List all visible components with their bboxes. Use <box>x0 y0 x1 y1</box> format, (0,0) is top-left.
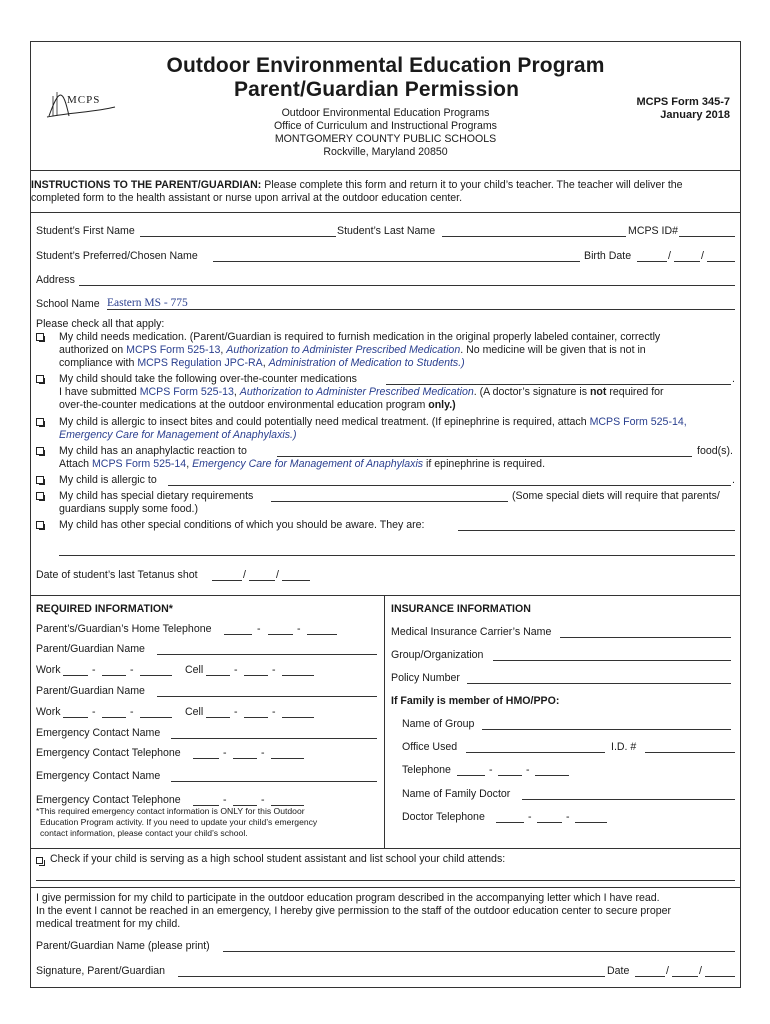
divider <box>31 170 740 171</box>
mcps-id-label: MCPS ID# <box>628 225 679 237</box>
header-sub3: MONTGOMERY COUNTY PUBLIC SCHOOLS <box>274 133 497 145</box>
form-number: MCPS Form 345-7 <box>636 96 730 108</box>
anaphylactic-checkbox[interactable] <box>36 447 44 455</box>
instructions-label: INSTRUCTIONS TO THE PARENT/GUARDIAN: <box>31 179 262 191</box>
work-tel-1-b[interactable] <box>102 675 126 676</box>
birth-month-field[interactable] <box>637 261 667 262</box>
other-conditions-label: My child has other special conditions of which you should be aware. They are: <box>59 519 425 531</box>
divider <box>31 595 740 596</box>
telephone-label: Telephone <box>402 764 451 776</box>
dietary-label: My child has special dietary requirements <box>59 490 254 502</box>
birth-day-field[interactable] <box>674 261 700 262</box>
tetanus-month-field[interactable] <box>212 580 242 581</box>
home-tel-number[interactable] <box>307 634 337 635</box>
insurance-heading: INSURANCE INFORMATION <box>391 603 531 615</box>
work-tel-2-b[interactable] <box>102 717 126 718</box>
ins-tel-a[interactable] <box>457 775 485 776</box>
birth-year-field[interactable] <box>707 261 735 262</box>
doc-tel-a[interactable] <box>496 822 524 823</box>
ec-name-field-1[interactable] <box>171 738 377 739</box>
ec-tel-label-2: Emergency Contact Telephone <box>36 794 181 806</box>
allergic-label: My child is allergic to <box>59 474 157 486</box>
id-label: I.D. # <box>611 741 637 753</box>
doc-tel-b[interactable] <box>537 822 562 823</box>
signature-label: Signature, Parent/Guardian <box>36 965 165 977</box>
tetanus-year-field[interactable] <box>282 580 310 581</box>
cell-tel-1-c[interactable] <box>282 675 314 676</box>
allergic-checkbox[interactable] <box>36 476 44 484</box>
preferred-name-label: Student’s Preferred/Chosen Name <box>36 250 198 262</box>
print-name-field[interactable] <box>223 951 735 952</box>
birth-date-label: Birth Date <box>584 250 632 262</box>
group-label: Group/Organization <box>391 649 484 661</box>
tetanus-label: Date of student’s last Tetanus shot <box>36 569 198 581</box>
school-name-label: School Name <box>36 298 100 310</box>
id-field[interactable] <box>645 752 735 753</box>
logo-text: MCPS <box>67 94 101 106</box>
sig-date-year[interactable] <box>705 976 735 977</box>
last-name-field[interactable] <box>442 236 626 237</box>
work-tel-1-a[interactable] <box>63 675 88 676</box>
hmo-heading: If Family is member of HMO/PPO: <box>391 695 560 707</box>
assistant-label: Check if your child is serving as a high school student assistant and list school your child attends: <box>50 853 506 865</box>
otc-line2: I have submitted MCPS Form 525-13, Authorization to Administer Prescribed Medication. (A doctor’s signature is not required for <box>59 386 664 398</box>
policy-field[interactable] <box>467 683 731 684</box>
divider <box>31 887 740 888</box>
medication-line2: authorized on MCPS Form 525-13, Authorization to Administer Prescribed Medication. No medicine will be given that is not in <box>59 344 646 356</box>
otc-line1: My child should take the following over-the-counter medications <box>59 373 357 385</box>
home-tel-prefix[interactable] <box>268 634 293 635</box>
dietary-line2: guardians supply some food.) <box>59 503 198 515</box>
ins-tel-b[interactable] <box>498 775 522 776</box>
ec-name-field-2[interactable] <box>171 781 377 782</box>
doctor-tel-label: Doctor Telephone <box>402 811 485 823</box>
date-label: Date <box>607 965 630 977</box>
group-name-label: Name of Group <box>402 718 475 730</box>
required-heading: REQUIRED INFORMATION* <box>36 603 173 615</box>
pg-name-label-2: Parent/Guardian Name <box>36 685 145 697</box>
last-name-label: Student’s Last Name <box>337 225 436 237</box>
assistant-field[interactable] <box>36 880 735 881</box>
dietary-field[interactable] <box>271 501 508 502</box>
cell-tel-2-b[interactable] <box>244 717 268 718</box>
address-field[interactable] <box>79 285 735 286</box>
pg-name-field-1[interactable] <box>157 654 377 655</box>
cell-tel-2-c[interactable] <box>282 717 314 718</box>
ec-tel-1-b[interactable] <box>233 758 257 759</box>
header-sub4: Rockville, Maryland 20850 <box>323 146 448 158</box>
other-conditions-field-2[interactable] <box>59 555 735 556</box>
carrier-field[interactable] <box>560 637 731 638</box>
insect-allergy-line2: Emergency Care for Management of Anaphylaxis.) <box>59 429 297 441</box>
header-sub2: Office of Curriculum and Instructional Programs <box>274 120 497 132</box>
dietary-checkbox[interactable] <box>36 492 44 500</box>
form-title-line2: Parent/Guardian Permission <box>233 78 520 101</box>
permission-text: I give permission for my child to participate in the outdoor education program described in the accompanying letter which I have read. In the event I cannot be reached in an emergency, I hereby give permission to the staff of the outdoor education center to secure proper medical treatment for my child. <box>36 892 672 930</box>
sig-date-day[interactable] <box>672 976 698 977</box>
ec-name-label-2: Emergency Contact Name <box>36 770 161 782</box>
group-name-field[interactable] <box>482 729 731 730</box>
anaphylactic-suffix: food(s). <box>697 445 733 457</box>
school-name-value[interactable]: Eastern MS - 775 <box>107 297 188 309</box>
divider <box>31 848 740 849</box>
doctor-label: Name of Family Doctor <box>402 788 511 800</box>
otc-line3: over-the-counter medications at the outdoor environmental education program only.) <box>59 399 456 411</box>
carrier-label: Medical Insurance Carrier’s Name <box>391 626 552 638</box>
pg-name-label-1: Parent/Guardian Name <box>36 643 145 655</box>
ec-name-label-1: Emergency Contact Name <box>36 727 161 739</box>
anaphylactic-line2: Attach MCPS Form 525-14, Emergency Care for Management of Anaphylaxis if epinephrine is required. <box>59 458 546 470</box>
form-date: January 2018 <box>660 109 730 121</box>
other-conditions-checkbox[interactable] <box>36 521 44 529</box>
anaphylactic-field[interactable] <box>277 456 692 457</box>
first-name-field[interactable] <box>140 236 336 237</box>
signature-field[interactable] <box>178 976 605 977</box>
mcps-id-field[interactable] <box>679 236 735 237</box>
office-field[interactable] <box>466 752 605 753</box>
medication-checkbox[interactable] <box>36 333 44 341</box>
emergency-note: *This required emergency contact information is ONLY for this Outdoor Education Program activity. If you need to update your child’s emergency contact information, please contact your child’s school. <box>36 806 318 838</box>
column-divider <box>384 595 385 848</box>
anaphylactic-line1: My child has an anaphylactic reaction to <box>59 445 247 457</box>
policy-label: Policy Number <box>391 672 460 684</box>
doc-tel-c[interactable] <box>575 822 607 823</box>
form-frame: MCPS Outdoor Environmental Education Program Parent/Guardian Permission Outdoor Environmental Education Programs Office of Curriculum and Instructional Programs MONTGOMERY COUNTY PUBLIC SCHOOLS Rockville, Maryland 20850 MCPS Form 345-7 January 2018 INSTRUCTIONS TO THE PARENT/GUARDIAN: Please complete this form and return it to your child’s teacher. The teacher will deliver the completed form to the health assistant or nurse upon arrival at the outdoor education center. Student’s First Name Student’s Last Name MCPS ID# Student’s Preferred/Chosen Name Birth Date / / Address School Name Eastern MS - 775 Please check all that apply: My child needs medication. (Parent/Guardian is required to furnish medication in the original properly labeled container, correctly authorized on MCPS Form 525-13, Authorization to Administer Prescribed Medication. No medicine will be given that is not in compliance with MCPS Regulation JPC-RA, Administration of Medication to Students.) My child should take the following over-the-counter medications . I have submitted MCPS Form 525-13, Authorization to Administer Prescribed Medication. (A doctor’s signature is not required for over-the-counter medications at the outdoor environmental education program only.) My child is allergic to insect bites and could potentially need medical treatment. (If epinephrine is required, attach MCPS Form 525-14, Emergency Care for Management of Anaphylaxis.) My child has an anaphylactic reaction to food(s). Attach MCPS Form 525-14, Emergency Care for Management of Anaphylaxis if epinephrine is required. My child is allergic to . My child has special dietary requirements (Some special diets will require that parents/ guardians supply some food.) My child has other special conditions of which you should be aware. They are: Date of student’s last Tetanus shot / / REQUIRED INFORMATION* Parent’s/Guardian’s Home Telephone - - Parent/Guardian Name Work - - Cell - - Parent/Guardian Name Work - - Cell - - Emergency Contact Name Emergency Contact Telephone - - Emergency Contact Name Emergency Contact Telephone - - *This required emergency contact information is ONLY for this Outdoor Education Program activity. If you need to update your child’s emergency contact information, please contact your child’s school. INSURANCE INFORMATION Medical Insurance Carrier’s Name Group/Organization Policy Number If Family is member of HMO/PPO: Name of Group Office Used I.D. # Telephone - - Name of Family Doctor Doctor Telephone - - Check if your child is serving as a high school student assistant and list school your child attends: I give permission for my child to participate in the outdoor education program described in the accompanying letter which I have read. In the event I cannot be reached in an emergency, I hereby give permission to the staff of the outdoor education center to secure proper medical treatment for my child. Parent/Guardian Name (please print) Signature, Parent/Guardian Date / / <box>30 41 741 988</box>
header-sub1: Outdoor Environmental Education Programs <box>281 107 490 119</box>
preferred-name-field[interactable] <box>213 261 580 262</box>
work-label-2: Work <box>36 706 61 718</box>
allergic-field[interactable] <box>168 485 731 486</box>
group-field[interactable] <box>493 660 731 661</box>
school-name-field <box>107 309 735 310</box>
ins-tel-c[interactable] <box>535 775 569 776</box>
work-tel-2-a[interactable] <box>63 717 88 718</box>
other-conditions-field[interactable] <box>458 530 735 531</box>
ec-tel-1-a[interactable] <box>193 758 219 759</box>
pg-name-field-2[interactable] <box>157 696 377 697</box>
cell-label-1: Cell <box>185 664 204 676</box>
otc-field[interactable] <box>386 384 731 385</box>
cell-tel-1-b[interactable] <box>244 675 268 676</box>
first-name-label: Student’s First Name <box>36 225 135 237</box>
dietary-suffix: (Some special diets will require that parents/ <box>512 490 720 502</box>
check-intro: Please check all that apply: <box>36 318 165 330</box>
form-title-line1: Outdoor Environmental Education Program <box>166 54 605 77</box>
medication-line1: My child needs medication. (Parent/Guardian is required to furnish medication in the original properly labeled container, correctly <box>59 331 661 343</box>
print-name-label: Parent/Guardian Name (please print) <box>36 940 210 952</box>
instructions: INSTRUCTIONS TO THE PARENT/GUARDIAN: Please complete this form and return it to your child’s teacher. The teacher will deliver the completed form to the health assistant or nurse upon arrival at the outdoor education center. <box>31 179 683 204</box>
work-label-1: Work <box>36 664 61 676</box>
home-tel-area[interactable] <box>224 634 252 635</box>
sig-date-month[interactable] <box>635 976 665 977</box>
doctor-field[interactable] <box>522 799 735 800</box>
divider <box>31 212 740 213</box>
cell-tel-2-a[interactable] <box>206 717 230 718</box>
work-tel-1-c[interactable] <box>140 675 172 676</box>
insect-allergy-line1: My child is allergic to insect bites and could potentially need medical treatment. (If epinephrine is required, attach MCPS Form 525-14, <box>59 416 687 428</box>
work-tel-2-c[interactable] <box>140 717 172 718</box>
home-tel-label: Parent’s/Guardian’s Home Telephone <box>36 623 212 635</box>
address-label: Address <box>36 274 75 286</box>
cell-tel-1-a[interactable] <box>206 675 230 676</box>
ec-tel-1-c[interactable] <box>271 758 304 759</box>
otc-checkbox[interactable] <box>36 375 44 383</box>
tetanus-day-field[interactable] <box>249 580 275 581</box>
office-label: Office Used <box>402 741 458 753</box>
insect-allergy-checkbox[interactable] <box>36 418 44 426</box>
cell-label-2: Cell <box>185 706 204 718</box>
medication-line3: compliance with MCPS Regulation JPC-RA, Administration of Medication to Students.) <box>59 357 465 369</box>
assistant-checkbox[interactable] <box>36 857 43 864</box>
ec-tel-label-1: Emergency Contact Telephone <box>36 747 181 759</box>
